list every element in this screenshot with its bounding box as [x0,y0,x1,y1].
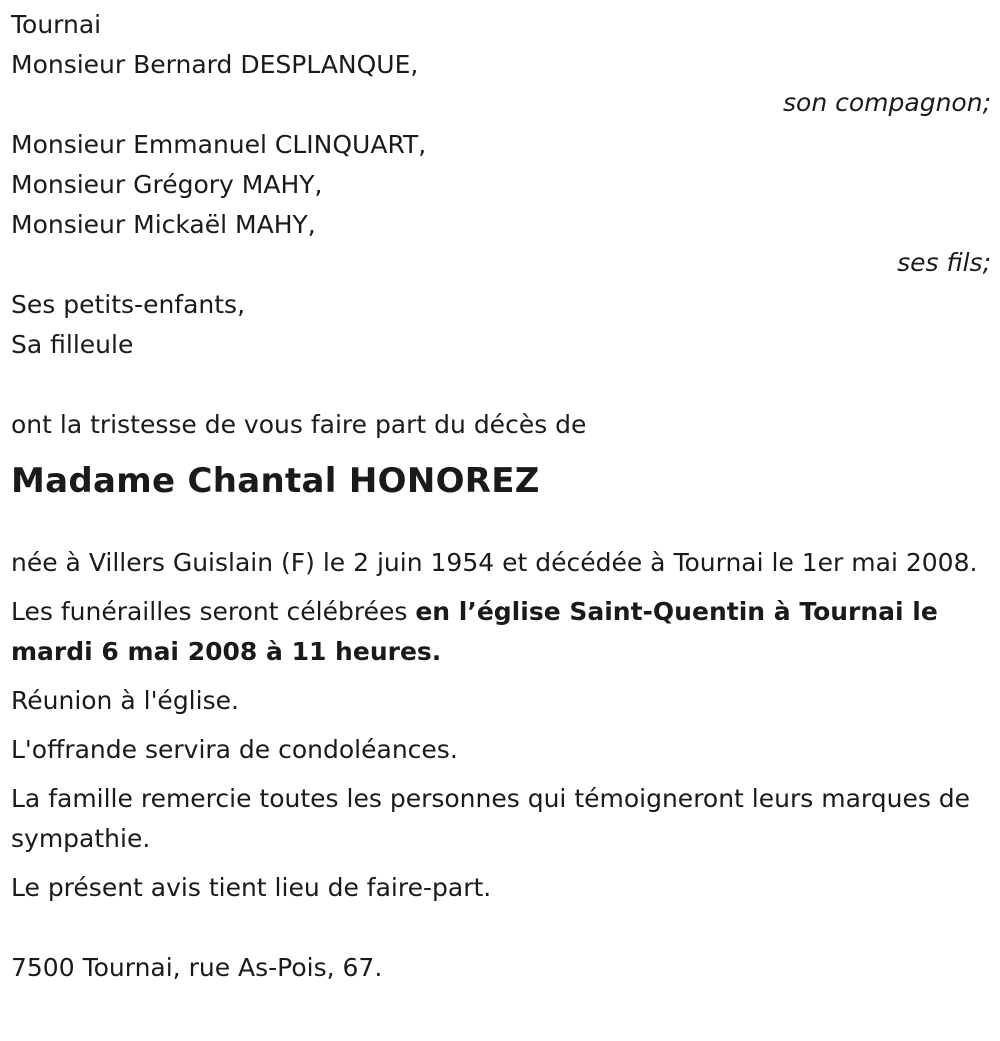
goddaughter-line: Sa filleule [11,330,134,359]
sons-relation: ses fils; [897,248,991,277]
grandchildren-line: Ses petits-enfants, [11,290,246,319]
son-name: Monsieur Mickaël MAHY, [11,210,316,239]
funeral-prefix: Les funérailles seront célébrées [11,597,416,626]
birth-death-text: née à Villers Guislain (F) le 2 juin 1954 et décédée à Tournai le 1er mai 2008. [11,548,978,577]
deceased-name: Madame Chantal HONOREZ [11,461,540,501]
offering-text: L'offrande servira de condoléances. [11,735,458,764]
companion-relation: son compagnon; [783,88,991,117]
city-heading: Tournai [11,10,102,39]
funeral-location-time: en l’église Saint-Quentin à Tournai le mardi 6 mai 2008 à 11 heures. [11,597,938,666]
son-name: Monsieur Grégory MAHY, [11,170,323,199]
funeral-text [11,592,991,672]
son-name: Monsieur Emmanuel CLINQUART, [11,130,427,159]
thanks-text: La famille remercie toutes les personnes qui témoigneront leurs marques de sympathie. [11,784,971,853]
notice-text: Le présent avis tient lieu de faire-part. [11,873,492,902]
companion-name: Monsieur Bernard DESPLANQUE, [11,50,419,79]
announcement-text: ont la tristesse de vous faire part du décès de [11,410,587,439]
obituary-notice [11,5,991,988]
meeting-text: Réunion à l'église. [11,686,239,715]
address-text: 7500 Tournai, rue As-Pois, 67. [11,953,383,982]
